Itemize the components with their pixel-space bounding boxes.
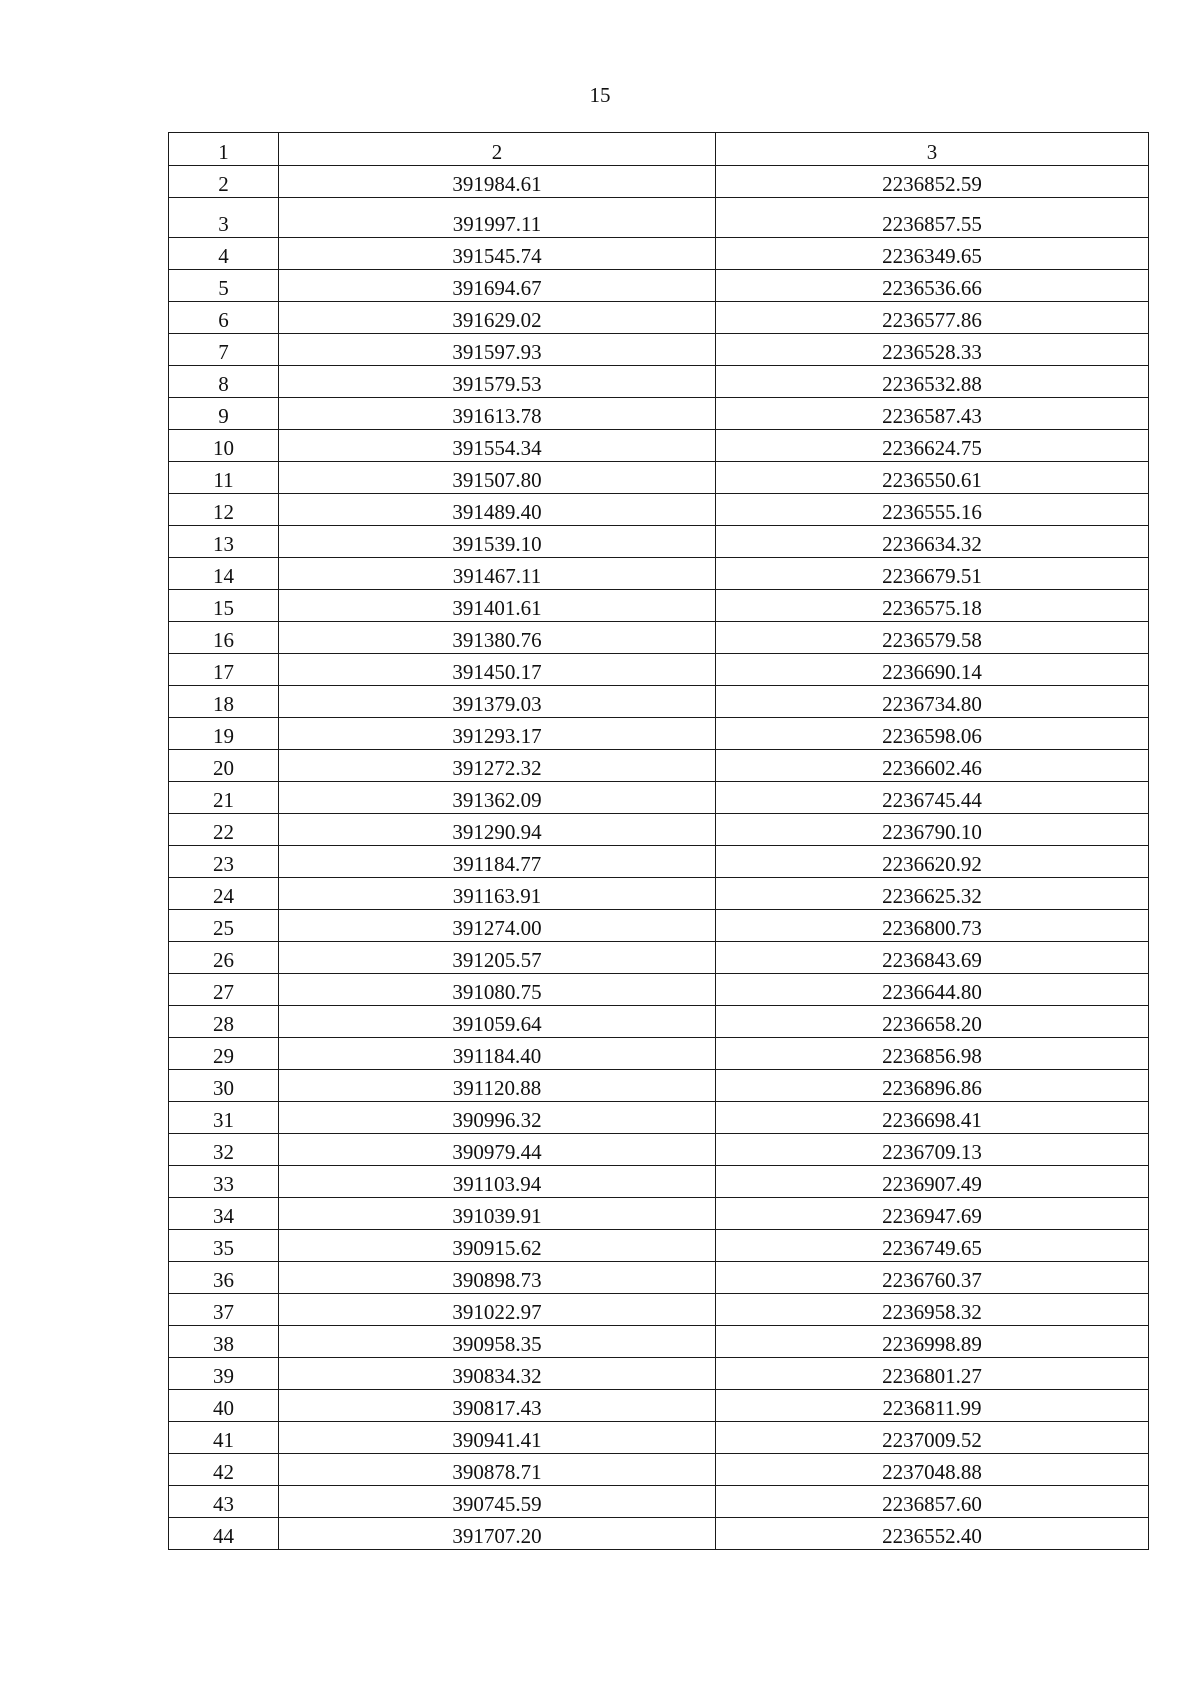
y-coordinate-cell: 2236550.61 <box>716 462 1149 494</box>
y-coordinate-cell: 2236552.40 <box>716 1518 1149 1550</box>
header-cell-3: 3 <box>716 133 1149 166</box>
point-number-cell: 15 <box>169 590 279 622</box>
y-coordinate-cell: 2236555.16 <box>716 494 1149 526</box>
x-coordinate-cell: 391163.91 <box>279 878 716 910</box>
point-number-cell: 2 <box>169 166 279 198</box>
point-number-cell: 30 <box>169 1070 279 1102</box>
x-coordinate-cell: 391539.10 <box>279 526 716 558</box>
y-coordinate-cell: 2236536.66 <box>716 270 1149 302</box>
x-coordinate-cell: 390996.32 <box>279 1102 716 1134</box>
table-row <box>169 1230 1149 1262</box>
point-number-cell: 41 <box>169 1422 279 1454</box>
y-coordinate-cell: 2236532.88 <box>716 366 1149 398</box>
table-row <box>169 198 1149 238</box>
x-coordinate-cell: 391022.97 <box>279 1294 716 1326</box>
y-coordinate-cell: 2236587.43 <box>716 398 1149 430</box>
table-row <box>169 1198 1149 1230</box>
point-number-cell: 23 <box>169 846 279 878</box>
point-number-cell: 44 <box>169 1518 279 1550</box>
table-row <box>169 1006 1149 1038</box>
point-number-cell: 7 <box>169 334 279 366</box>
y-coordinate-cell: 2236625.32 <box>716 878 1149 910</box>
x-coordinate-cell: 391489.40 <box>279 494 716 526</box>
y-coordinate-cell: 2236958.32 <box>716 1294 1149 1326</box>
x-coordinate-cell: 391293.17 <box>279 718 716 750</box>
table-row <box>169 654 1149 686</box>
table-row <box>169 1486 1149 1518</box>
point-number-cell: 14 <box>169 558 279 590</box>
x-coordinate-cell: 391707.20 <box>279 1518 716 1550</box>
point-number-cell: 19 <box>169 718 279 750</box>
y-coordinate-cell: 2236709.13 <box>716 1134 1149 1166</box>
y-coordinate-cell: 2236852.59 <box>716 166 1149 198</box>
x-coordinate-cell: 390817.43 <box>279 1390 716 1422</box>
table-row <box>169 1038 1149 1070</box>
table-row <box>169 1326 1149 1358</box>
point-number-cell: 26 <box>169 942 279 974</box>
x-coordinate-cell: 391984.61 <box>279 166 716 198</box>
table-row <box>169 1294 1149 1326</box>
table-row <box>169 846 1149 878</box>
point-number-cell: 25 <box>169 910 279 942</box>
point-number-cell: 9 <box>169 398 279 430</box>
table-row <box>169 302 1149 334</box>
page-number: 15 <box>589 83 611 107</box>
point-number-cell: 11 <box>169 462 279 494</box>
table-row <box>169 878 1149 910</box>
point-number-cell: 10 <box>169 430 279 462</box>
point-number-cell: 38 <box>169 1326 279 1358</box>
table-row <box>169 366 1149 398</box>
x-coordinate-cell: 391290.94 <box>279 814 716 846</box>
x-coordinate-cell: 390915.62 <box>279 1230 716 1262</box>
table-row <box>169 1262 1149 1294</box>
table-header-row <box>169 133 1149 166</box>
table-row <box>169 1134 1149 1166</box>
y-coordinate-cell: 2236811.99 <box>716 1390 1149 1422</box>
point-number-cell: 21 <box>169 782 279 814</box>
y-coordinate-cell: 2237009.52 <box>716 1422 1149 1454</box>
y-coordinate-cell: 2236679.51 <box>716 558 1149 590</box>
x-coordinate-cell: 391597.93 <box>279 334 716 366</box>
table-row <box>169 1102 1149 1134</box>
table-row <box>169 590 1149 622</box>
y-coordinate-cell: 2236624.75 <box>716 430 1149 462</box>
table-row <box>169 686 1149 718</box>
table-row <box>169 1070 1149 1102</box>
y-coordinate-cell: 2236658.20 <box>716 1006 1149 1038</box>
y-coordinate-cell: 2236745.44 <box>716 782 1149 814</box>
point-number-cell: 32 <box>169 1134 279 1166</box>
table-row <box>169 814 1149 846</box>
y-coordinate-cell: 2236843.69 <box>716 942 1149 974</box>
point-number-cell: 37 <box>169 1294 279 1326</box>
point-number-cell: 17 <box>169 654 279 686</box>
header-cell-1: 1 <box>169 133 279 166</box>
x-coordinate-cell: 390878.71 <box>279 1454 716 1486</box>
x-coordinate-cell: 391579.53 <box>279 366 716 398</box>
coordinates-table-container <box>168 132 1148 1550</box>
x-coordinate-cell: 391103.94 <box>279 1166 716 1198</box>
x-coordinate-cell: 390941.41 <box>279 1422 716 1454</box>
point-number-cell: 35 <box>169 1230 279 1262</box>
y-coordinate-cell: 2236575.18 <box>716 590 1149 622</box>
x-coordinate-cell: 391694.67 <box>279 270 716 302</box>
table-row <box>169 1390 1149 1422</box>
point-number-cell: 34 <box>169 1198 279 1230</box>
y-coordinate-cell: 2236749.65 <box>716 1230 1149 1262</box>
x-coordinate-cell: 391467.11 <box>279 558 716 590</box>
x-coordinate-cell: 391450.17 <box>279 654 716 686</box>
y-coordinate-cell: 2236907.49 <box>716 1166 1149 1198</box>
header-cell-2: 2 <box>279 133 716 166</box>
x-coordinate-cell: 391059.64 <box>279 1006 716 1038</box>
y-coordinate-cell: 2236790.10 <box>716 814 1149 846</box>
y-coordinate-cell: 2236602.46 <box>716 750 1149 782</box>
table-row <box>169 558 1149 590</box>
table-row <box>169 494 1149 526</box>
point-number-cell: 3 <box>169 198 279 238</box>
table-row <box>169 910 1149 942</box>
x-coordinate-cell: 391274.00 <box>279 910 716 942</box>
table-body <box>169 133 1149 1550</box>
x-coordinate-cell: 391629.02 <box>279 302 716 334</box>
point-number-cell: 33 <box>169 1166 279 1198</box>
point-number-cell: 43 <box>169 1486 279 1518</box>
x-coordinate-cell: 391120.88 <box>279 1070 716 1102</box>
x-coordinate-cell: 391613.78 <box>279 398 716 430</box>
table-row <box>169 1422 1149 1454</box>
y-coordinate-cell: 2236998.89 <box>716 1326 1149 1358</box>
y-coordinate-cell: 2236698.41 <box>716 1102 1149 1134</box>
y-coordinate-cell: 2236801.27 <box>716 1358 1149 1390</box>
point-number-cell: 29 <box>169 1038 279 1070</box>
x-coordinate-cell: 391379.03 <box>279 686 716 718</box>
table-row <box>169 462 1149 494</box>
y-coordinate-cell: 2236620.92 <box>716 846 1149 878</box>
y-coordinate-cell: 2236528.33 <box>716 334 1149 366</box>
point-number-cell: 22 <box>169 814 279 846</box>
table-row <box>169 334 1149 366</box>
y-coordinate-cell: 2236634.32 <box>716 526 1149 558</box>
y-coordinate-cell: 2236857.55 <box>716 198 1149 238</box>
point-number-cell: 42 <box>169 1454 279 1486</box>
x-coordinate-cell: 390958.35 <box>279 1326 716 1358</box>
x-coordinate-cell: 391554.34 <box>279 430 716 462</box>
x-coordinate-cell: 391184.77 <box>279 846 716 878</box>
y-coordinate-cell: 2236579.58 <box>716 622 1149 654</box>
x-coordinate-cell: 391380.76 <box>279 622 716 654</box>
y-coordinate-cell: 2236644.80 <box>716 974 1149 1006</box>
point-number-cell: 39 <box>169 1358 279 1390</box>
table-row <box>169 718 1149 750</box>
point-number-cell: 8 <box>169 366 279 398</box>
y-coordinate-cell: 2236598.06 <box>716 718 1149 750</box>
point-number-cell: 5 <box>169 270 279 302</box>
table-row <box>169 750 1149 782</box>
point-number-cell: 28 <box>169 1006 279 1038</box>
point-number-cell: 20 <box>169 750 279 782</box>
table-row <box>169 1454 1149 1486</box>
x-coordinate-cell: 391401.61 <box>279 590 716 622</box>
point-number-cell: 36 <box>169 1262 279 1294</box>
x-coordinate-cell: 391362.09 <box>279 782 716 814</box>
table-row <box>169 526 1149 558</box>
point-number-cell: 4 <box>169 238 279 270</box>
table-row <box>169 430 1149 462</box>
y-coordinate-cell: 2236856.98 <box>716 1038 1149 1070</box>
y-coordinate-cell: 2237048.88 <box>716 1454 1149 1486</box>
table-row <box>169 974 1149 1006</box>
table-row <box>169 270 1149 302</box>
y-coordinate-cell: 2236947.69 <box>716 1198 1149 1230</box>
y-coordinate-cell: 2236760.37 <box>716 1262 1149 1294</box>
y-coordinate-cell: 2236349.65 <box>716 238 1149 270</box>
table-row <box>169 782 1149 814</box>
y-coordinate-cell: 2236800.73 <box>716 910 1149 942</box>
x-coordinate-cell: 391184.40 <box>279 1038 716 1070</box>
point-number-cell: 31 <box>169 1102 279 1134</box>
table-row <box>169 1518 1149 1550</box>
y-coordinate-cell: 2236896.86 <box>716 1070 1149 1102</box>
point-number-cell: 16 <box>169 622 279 654</box>
point-number-cell: 13 <box>169 526 279 558</box>
point-number-cell: 12 <box>169 494 279 526</box>
x-coordinate-cell: 391039.91 <box>279 1198 716 1230</box>
table-row <box>169 398 1149 430</box>
table-row <box>169 1166 1149 1198</box>
point-number-cell: 6 <box>169 302 279 334</box>
y-coordinate-cell: 2236690.14 <box>716 654 1149 686</box>
table-row <box>169 1358 1149 1390</box>
x-coordinate-cell: 390745.59 <box>279 1486 716 1518</box>
x-coordinate-cell: 391997.11 <box>279 198 716 238</box>
y-coordinate-cell: 2236734.80 <box>716 686 1149 718</box>
point-number-cell: 24 <box>169 878 279 910</box>
x-coordinate-cell: 391545.74 <box>279 238 716 270</box>
x-coordinate-cell: 391080.75 <box>279 974 716 1006</box>
x-coordinate-cell: 390979.44 <box>279 1134 716 1166</box>
table-row <box>169 166 1149 198</box>
point-number-cell: 18 <box>169 686 279 718</box>
x-coordinate-cell: 390898.73 <box>279 1262 716 1294</box>
x-coordinate-cell: 391272.32 <box>279 750 716 782</box>
point-number-cell: 40 <box>169 1390 279 1422</box>
table-row <box>169 942 1149 974</box>
x-coordinate-cell: 390834.32 <box>279 1358 716 1390</box>
table-row <box>169 238 1149 270</box>
x-coordinate-cell: 391507.80 <box>279 462 716 494</box>
y-coordinate-cell: 2236857.60 <box>716 1486 1149 1518</box>
coordinates-table <box>168 132 1149 1550</box>
y-coordinate-cell: 2236577.86 <box>716 302 1149 334</box>
point-number-cell: 27 <box>169 974 279 1006</box>
x-coordinate-cell: 391205.57 <box>279 942 716 974</box>
table-row <box>169 622 1149 654</box>
